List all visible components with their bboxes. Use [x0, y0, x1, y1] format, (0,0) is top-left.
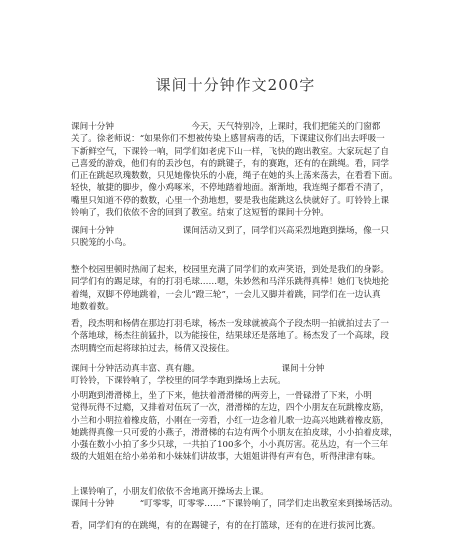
text-line: 课间十分钟 “叮零零，叮零零……”下课铃响了，同学们走出教室来到操场活动。 [71, 499, 398, 510]
text-line: 课间十分钟活动真丰富、真有趣。 课间十分钟 [71, 364, 325, 374]
text-line: 看，段杰明和杨倩在那边打羽毛球，杨杰一发球就被高个子段杰明一拍就拍过去了一 [71, 319, 389, 329]
text-line: 着绳，双脚不停地跳着，一会儿“蹬三轮”，一会儿又脚并着跳，同学们在一边认真 [71, 289, 381, 300]
text-line: 己喜爱的游戏，他们有的丢沙包，有的跳键子，有的赛跑，还有的在跳绳。看，同学 [71, 158, 389, 169]
text-line: 同学们有的踢足球，有的打羽毛球……嗯，朱妙然和马洋乐跳得真棒！她们飞快地抡 [71, 277, 389, 288]
document-title: 课间十分钟作文200字 [155, 76, 316, 94]
text-line: 看，同学们有的在跳绳，有的在踢键子，有的在打篮球，还有的在进行拔河比赛。 [71, 521, 381, 531]
text-line: 叮铃铃，下课铃响了，学校里的同学李跑到操场上去玩。 [71, 376, 286, 387]
text-line: 课间十分钟 今天，天气特别冷，上课时，我们把能关的门窗都 [71, 122, 381, 132]
text-line: 嘴里只知道不停的数数，心里一个劲地想，要是我也能跳这么快就好了。叮铃铃上课 [71, 195, 389, 206]
paragraph-5 [71, 363, 401, 388]
text-line: 地数着数。 [71, 301, 114, 312]
text-line: 个落地球，杨杰往前猛扑，以为能接住，结果球还是落地了。杨杰发了一个高球，段 [71, 331, 389, 342]
text-line: 小强在数小小拍了多少只球，一共拍了100多个，小小真厉害。花丛边，有一个三年 [71, 440, 389, 451]
paragraph-7 [71, 486, 401, 511]
text-line: 关了。徐老师说：“如果你们不想被传染上感冒病毒的话，下课建议你们出去呼吸一 [71, 134, 385, 145]
text-line: 觉得玩得不过瘾，又排着对伍玩了一次，滑滑梯的左边，四个小朋友在玩跳橡皮筋， [71, 403, 389, 414]
paragraph-6 [71, 390, 401, 464]
text-line: 课间十分钟 课间活动又到了，同学们兴高采烈地跑到操场，像一只 [71, 226, 389, 236]
text-line: 杰明腾空而起将球拍过去，杨倩又没接住。 [71, 343, 235, 354]
text-line: 整个校园里顿时热闹了起来，校园里充满了同学们的欢声笑语，到处是我们的身影。 [71, 265, 389, 275]
text-line: 只脱笼的小鸟。 [71, 238, 132, 249]
paragraph-2 [71, 225, 401, 250]
paragraph-4 [71, 318, 401, 355]
text-line: 轻快，敏捷的脚步，像小鸡啄米，不停地踏着地面。渐渐地，我连绳子都看不清了， [71, 183, 389, 194]
text-line: 小明跑到滑滑梯上，坐了下来，他扶着滑滑梯的两旁上，一骨碌滑了下来，小明 [71, 391, 372, 401]
paragraph-8 [71, 520, 401, 532]
text-line: 们正在跳起玖瑰数数，只见她像快乐的小鹿，绳子在她的头上荡来荡去，在看看下面。 [71, 171, 398, 182]
text-line: 级的大姐姐在给小弟弟和小妹妹们讲故事，大姐姐讲得有声有色，听得津津有味。 [71, 452, 381, 463]
text-line: 小兰和小明拉着橡皮筋，小刚在一旁看，小红一边念着儿歌一边高兴地跳着橡皮筋， [71, 415, 389, 426]
text-line: 她跳得真像一只可爱的小燕子，滑滑梯的右边有两个小朋友在拍皮球，小小拍着皮球， [71, 427, 398, 438]
text-line: 铃响了，我们依依不舍的回到了教室。结束了这短暂的课间十分钟。 [71, 208, 329, 219]
text-line: 下新鲜空气，下课铃一响，同学们如老虎下山一样，飞快的跑出教室。大家玩起了自 [71, 146, 389, 157]
text-line: 上课铃响了，小朋友们依依不舍地离开操场去上课。 [71, 487, 269, 497]
paragraph-3 [71, 264, 401, 313]
paragraph-1 [71, 121, 401, 219]
